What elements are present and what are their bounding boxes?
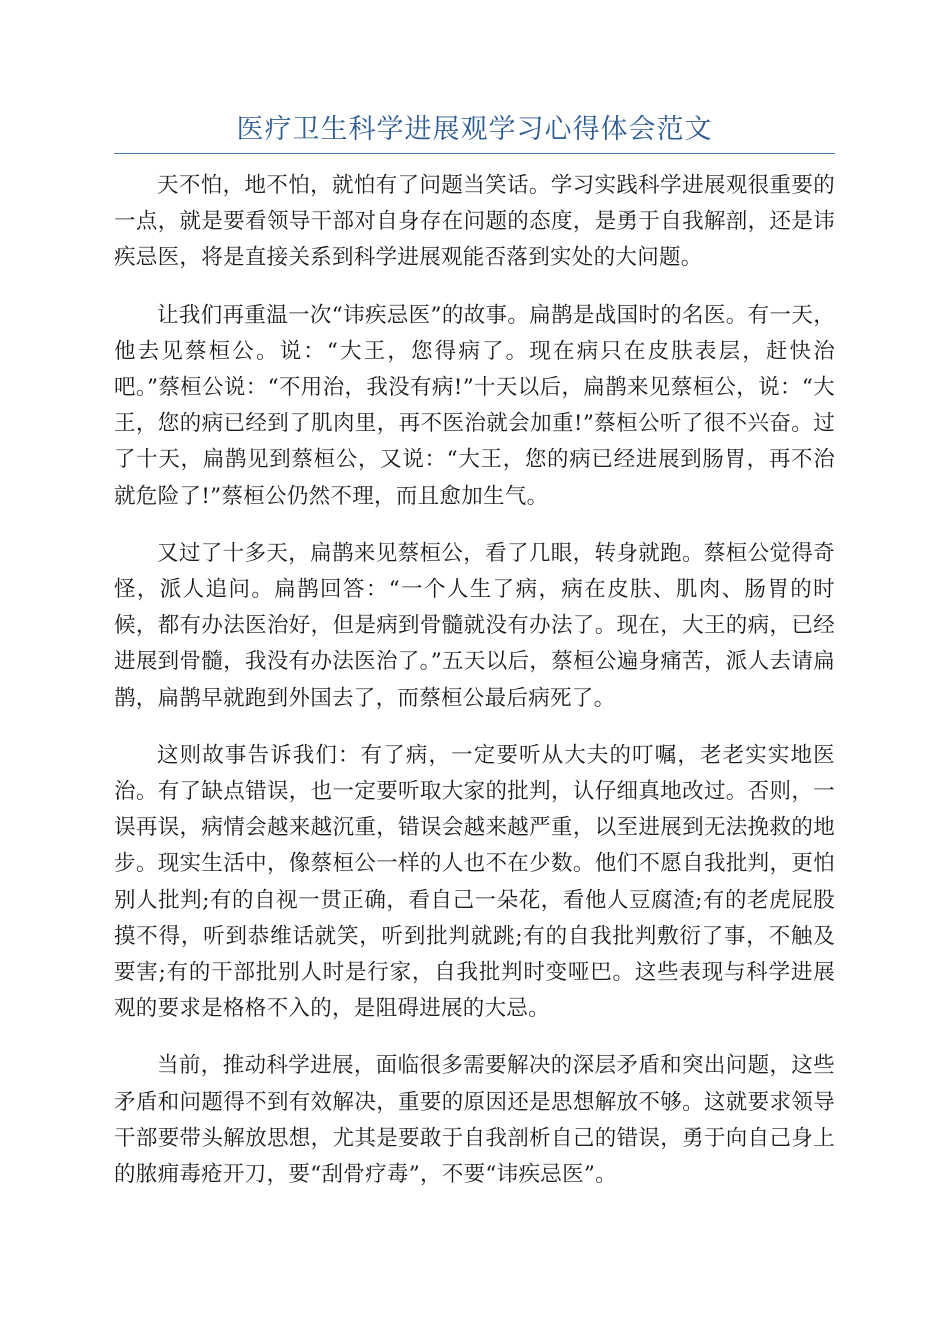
document-title: 医疗卫生科学进展观学习心得体会范文 bbox=[236, 114, 713, 145]
paragraph-2: 让我们再重温一次“讳疾忌医”的故事。扁鹊是战国时的名医。有一天，他去见蔡桓公。说：“大王，您得病了。现在病只在皮肤表层，赶快治吧。”蔡桓公说：“不用治，我没有病!”十天以后，扁鹊来见蔡桓公，说：“大王，您的病已经到了肌肉里，再不医治就会加重!”蔡桓公听了很不兴奋。过了十天，扁鹊见到蔡桓公，又说：“大王，您的病已经进展到肠胃，再不治就危险了!”蔡桓公仍然不理，而且愈加生气。 bbox=[114, 302, 835, 509]
document-body bbox=[114, 168, 835, 1214]
paragraph-3: 又过了十多天，扁鹊来见蔡桓公，看了几眼，转身就跑。蔡桓公觉得奇怪，派人追问。扁鹊回答：“一个人生了病，病在皮肤、肌肉、肠胃的时候，都有办法医治好，但是病到骨髓就没有办法了。现在，大王的病，已经进展到骨髓，我没有办法医治了。”五天以后，蔡桓公遍身痛苦，派人去请扁鹊，扁鹊早就跑到外国去了，而蔡桓公最后病死了。 bbox=[114, 540, 835, 711]
title-underline bbox=[114, 153, 835, 154]
paragraph-1: 天不怕，地不怕，就怕有了问题当笑话。学习实践科学进展观很重要的一点，就是要看领导干部对自身存在问题的态度，是勇于自我解剖，还是讳疾忌医，将是直接关系到科学进展观能否落到实处的大问题。 bbox=[114, 173, 835, 271]
paragraph-4: 这则故事告诉我们：有了病，一定要听从大夫的叮嘱，老老实实地医治。有了缺点错误，也一定要听取大家的批判，认仔细真地改过。否则，一误再误，病情会越来越沉重，错误会越来越严重，以至进展到无法挽救的地步。现实生活中，像蔡桓公一样的人也不在少数。他们不愿自我批判，更怕别人批判;有的自视一贯正确，看自己一朵花，看他人豆腐渣;有的老虎屁股摸不得，听到恭维话就笑，听到批判就跳;有的自我批判敷衍了事，不触及要害;有的干部批别人时是行家，自我批判时变哑巴。这些表现与科学进展观的要求是格格不入的，是阻碍进展的大忌。 bbox=[114, 742, 835, 1022]
paragraph-5: 当前，推动科学进展，面临很多需要解决的深层矛盾和突出问题，这些矛盾和问题得不到有效解决，重要的原因还是思想解放不够。这就要求领导干部要带头解放思想，尤其是要敢于自我剖析自己的错误，勇于向自己身上的脓痈毒疮开刀，要“刮骨疗毒”，不要“讳疾忌医”。 bbox=[114, 1053, 835, 1188]
